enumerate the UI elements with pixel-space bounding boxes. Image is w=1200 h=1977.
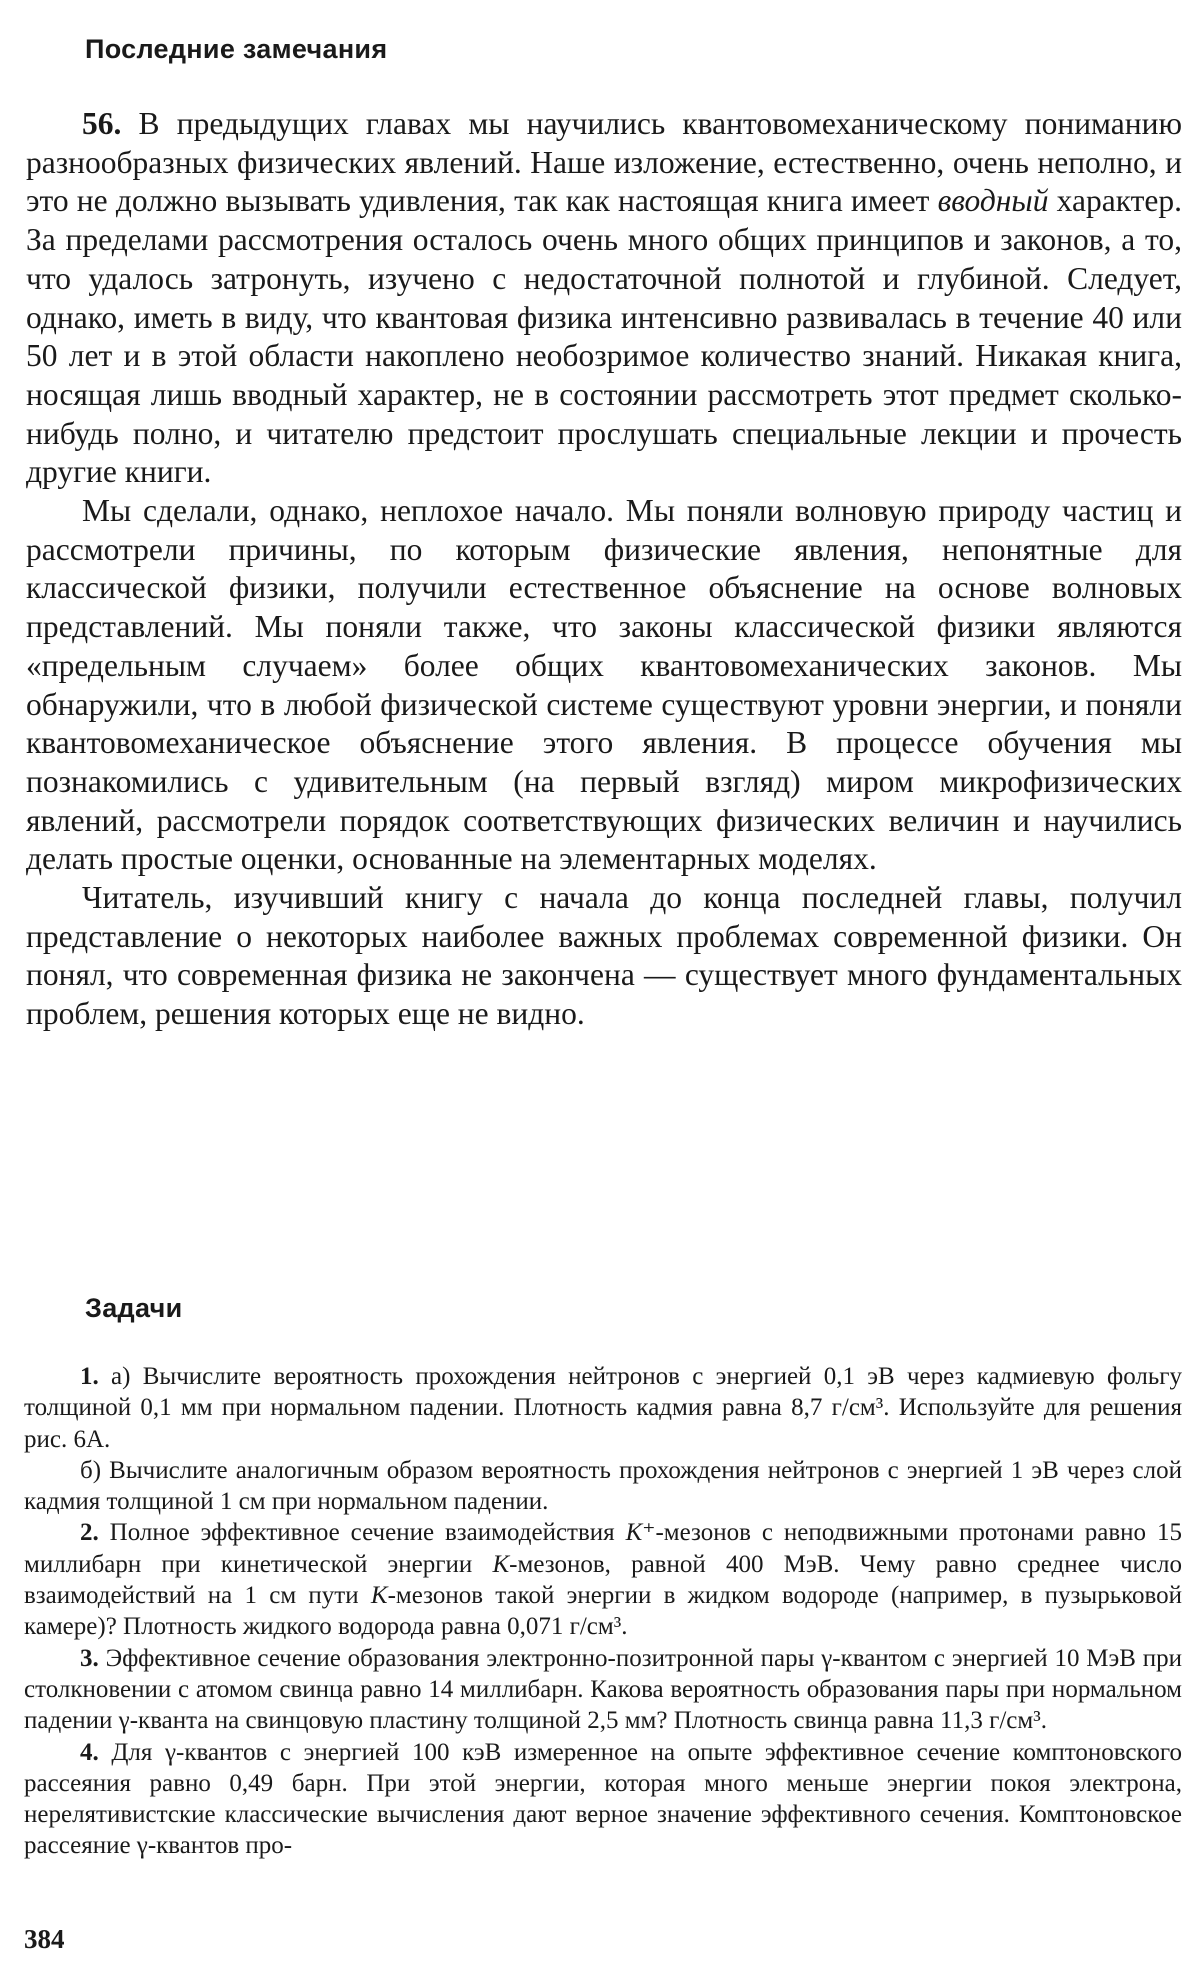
k-symbol: K	[370, 1582, 388, 1610]
tasks-list	[24, 1361, 1182, 1862]
task-2-text: -мезонов, равной 400 МэВ. Чему равно среднее число взаимодействий на 1 см пути	[24, 1550, 1182, 1610]
task-2	[24, 1517, 1182, 1642]
k-symbol: K	[492, 1550, 510, 1578]
page-number: 384	[24, 1924, 65, 1954]
task-1a-text: а) Вычислите вероятность прохождения нейтронов с энергией 0,1 эВ через кадмиевую фольгу толщиной 0,1 мм при нормальном падении. Плотность кадмия равна 8,7 г/см³. Используйте для решения рис. 6А.	[24, 1363, 1182, 1453]
task-number: 3.	[80, 1644, 99, 1672]
task-number: 1.	[80, 1363, 99, 1390]
task-2-text: -мезонов такой энергии в жидком водороде (например, в пузырьковой камере)? Плотность жидкого водорода равна 0,071 г/см³.	[24, 1582, 1182, 1641]
task-4	[24, 1737, 1182, 1862]
task-2-text: ⁺-мезонов с неподвижными протонами равно 15 миллибарн при кинетической энергии	[24, 1519, 1182, 1578]
emphasis-word: вводный	[937, 183, 1049, 219]
paragraph-number: 56.	[82, 106, 122, 141]
task-number: 4.	[80, 1738, 99, 1766]
k-symbol: K	[625, 1519, 643, 1547]
paragraph-56-part1: В предыдущих главах мы научились квантовомеханическому пониманию разнообразных физических явлений. Наше изложение, естественно, очень неполно, и это не должно вызывать удивления, так как настоящая книга имеет	[26, 106, 1182, 219]
task-1b: б) Вычислите аналогичным образом вероятность прохождения нейтронов с энергией 1 эВ через слой кадмия толщиной 1 см при нормальном падении.	[24, 1456, 1182, 1516]
main-text	[26, 105, 1182, 1034]
paragraph-3: Читатель, изучивший книгу с начала до конца последней главы, получил представление о некоторых наиболее важных проблемах современной физики. Он понял, что современная физика не закончена — существует много фундаментальных проблем, решения которых еще не видно.	[26, 880, 1182, 1032]
paragraph-56	[26, 105, 1182, 492]
paragraph-2: Мы сделали, однако, неплохое начало. Мы поняли волновую природу частиц и рассмотрели причины, по которым физические явления, непонятные для классической физики, получили естественное объяснение на основе волновых представлений. Мы поняли также, что законы классической физики являются «предельным случаем» более общих квантовомеханических законов. Мы обнаружили, что в любой физической системе существуют уровни энергии, и поняли квантовомеханическое объяснение этого явления. В процессе обучения мы познакомились с удивительным (на первый взгляд) миром микрофизических явлений, рассмотрели порядок соответствующих физических величин и научились делать простые оценки, основанные на элементарных моделях.	[26, 493, 1182, 877]
tasks-title: Задачи	[85, 1293, 183, 1323]
task-number: 2.	[80, 1519, 99, 1547]
task-3	[24, 1643, 1182, 1737]
section-title: Последние замечания	[85, 34, 388, 64]
paragraph-56-part2: характер. За пределами рассмотрения осталось очень много общих принципов и законов, а то, что удалось затронуть, изучено с недостаточной полнотой и глубиной. Следует, однако, иметь в виду, что квантовая физика интенсивно развивалась в течение 40 или 50 лет и в этой области накоплено необозримое количество знаний. Никакая книга, носящая лишь вводный характер, не в состоянии рассмотреть этот предмет сколько-нибудь полно, и читателю предстоит прослушать специальные лекции и прочесть другие книги.	[26, 183, 1182, 490]
task-1a	[24, 1361, 1182, 1455]
task-2-text: Полное эффективное сечение взаимодействия	[98, 1519, 626, 1547]
task-3-text: Эффективное сечение образования электронно-позитронной пары γ-квантом с энергией 10 МэВ при столкновении с атомом свинца равно 14 миллибарн. Какова вероятность образования пары при нормальном падении γ-кванта на свинцовую пластину толщиной 2,5 мм? Плотность свинца равна 11,3 г/см³.	[24, 1644, 1182, 1735]
task-4-text: Для γ-квантов с энергией 100 кэВ измеренное на опыте эффективное сечение комптоновского рассеяния равно 0,49 барн. При этой энергии, которая много меньше энергии покоя электрона, нерелятивистские классические вычисления дают верное значение эффективного сечения. Комптоновское рассеяние γ-квантов про-	[24, 1738, 1182, 1860]
